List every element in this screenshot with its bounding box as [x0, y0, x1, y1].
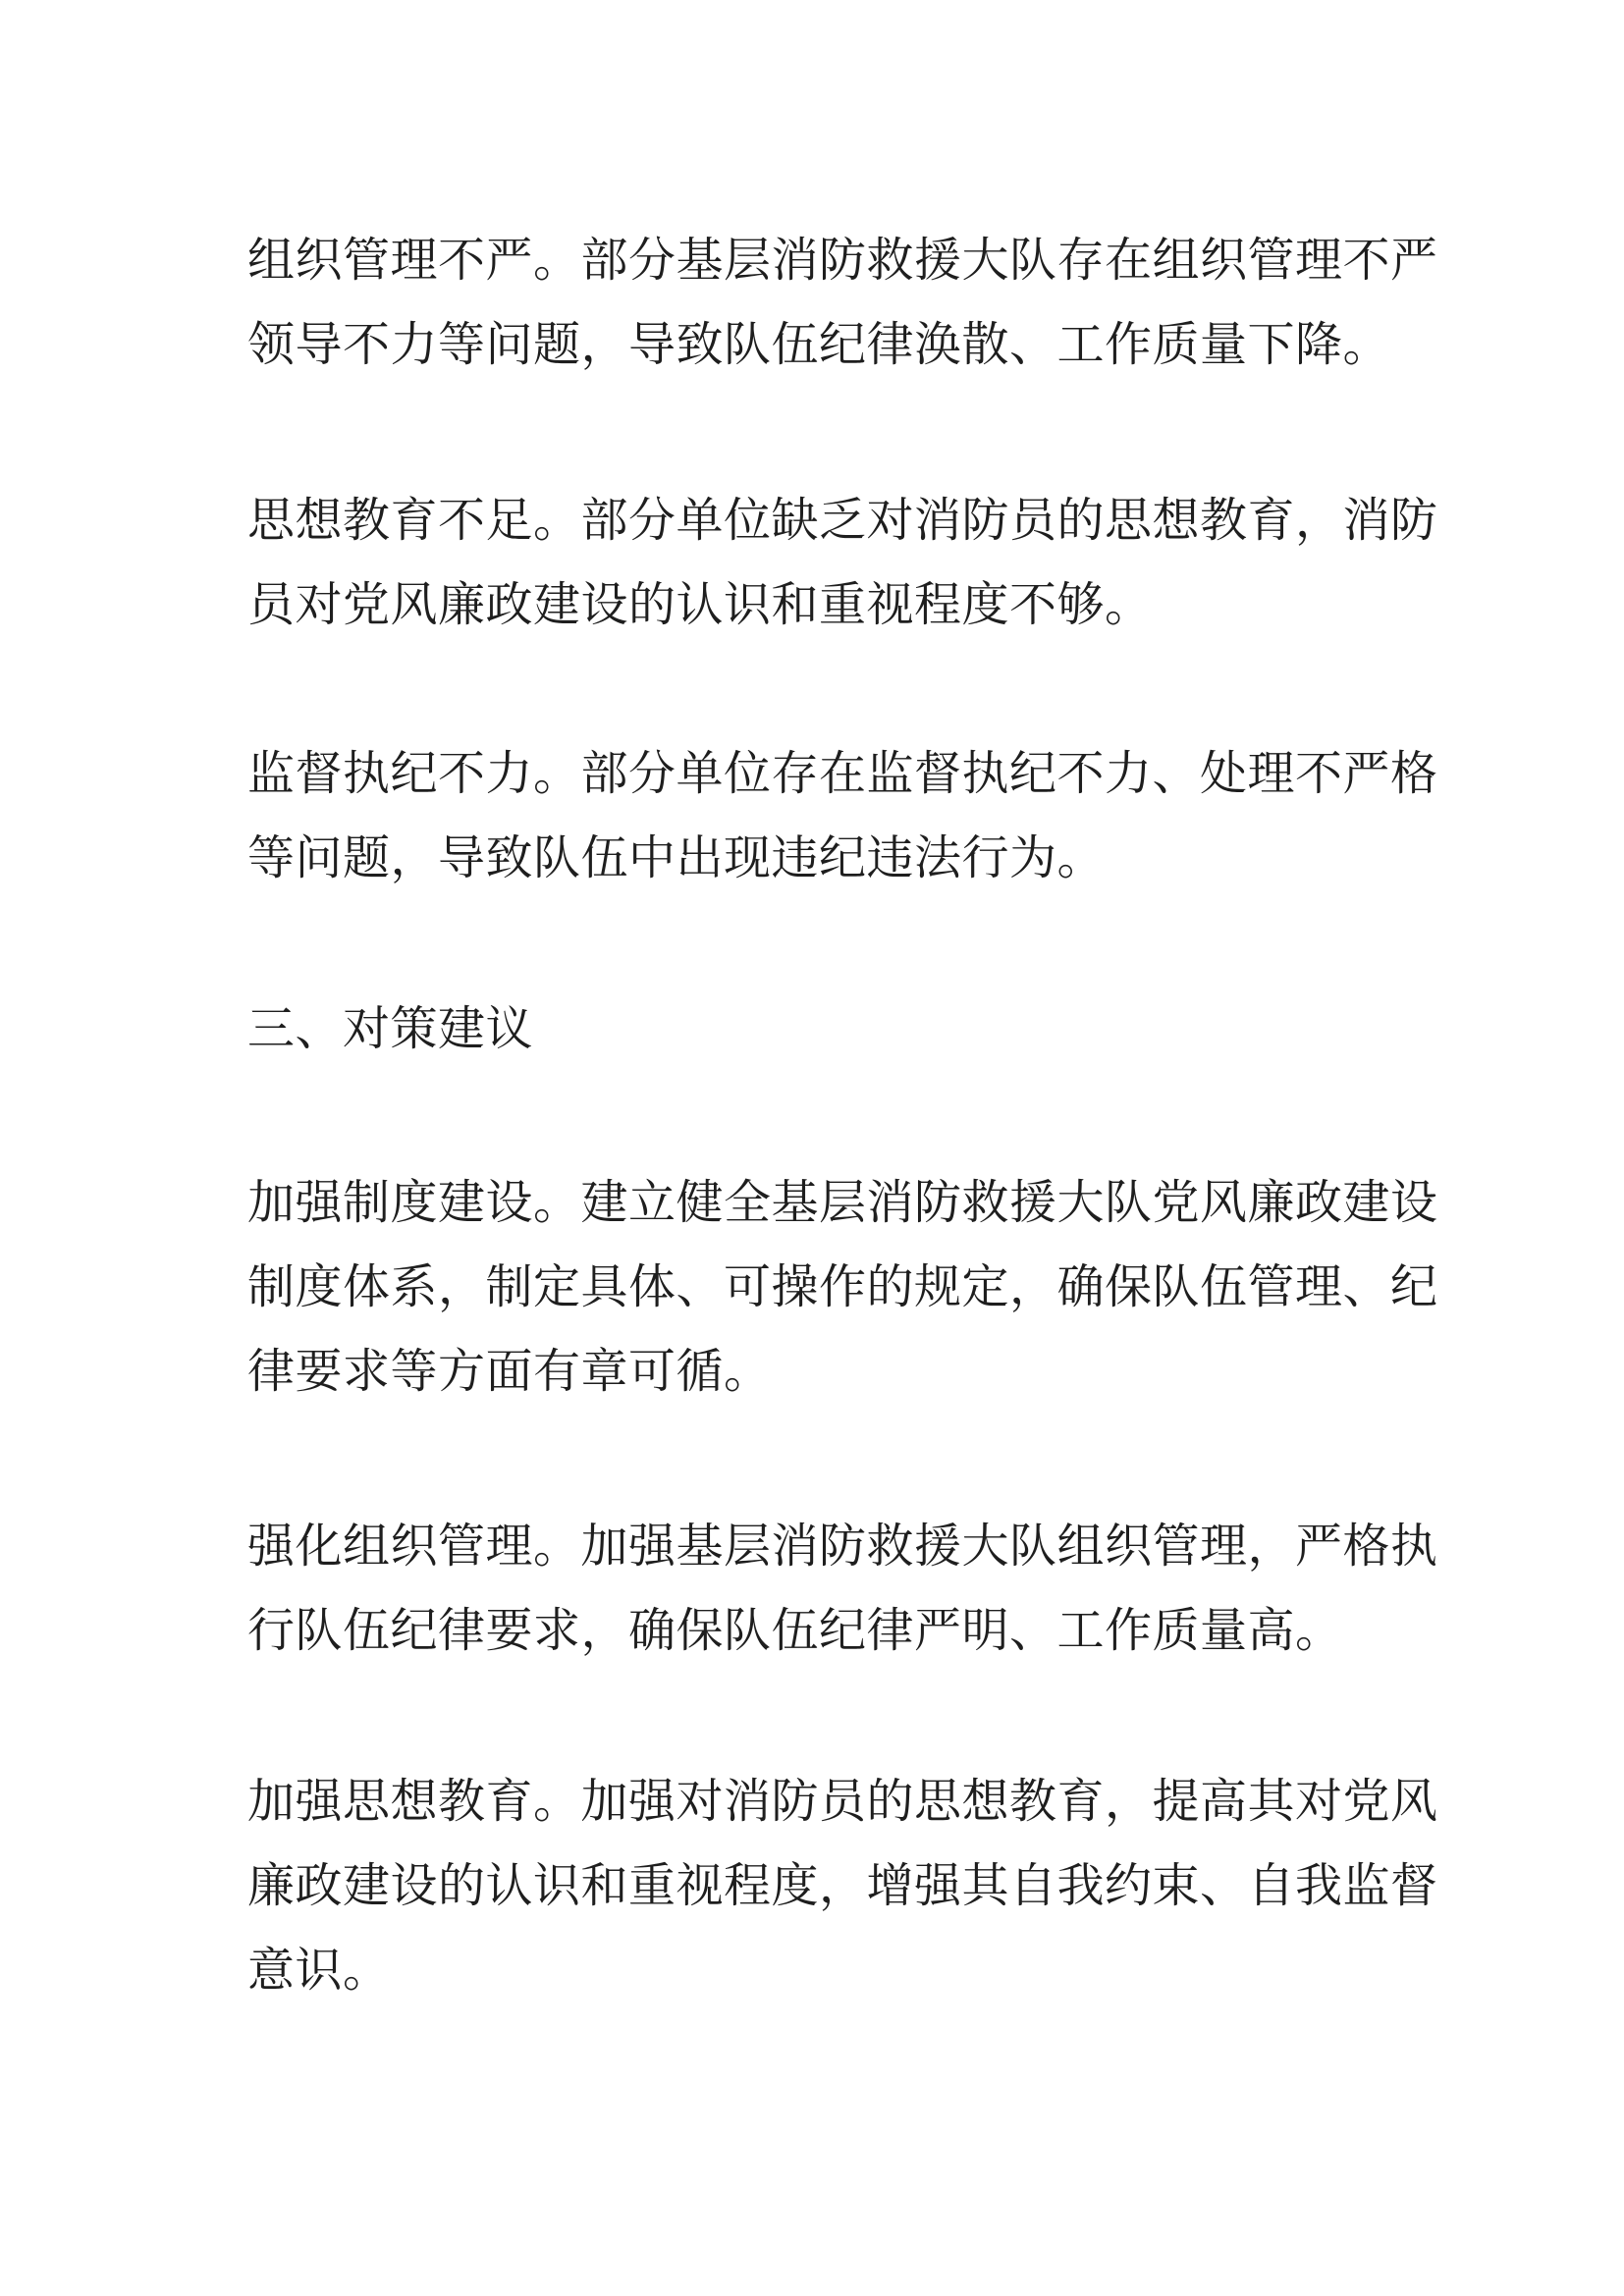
text-line: 加强思想教育。加强对消防员的思想教育，提高其对党风 [247, 1774, 1438, 1829]
text-line: 员对党风廉政建设的认识和重视程度不够。 [247, 577, 1153, 632]
paragraph-organization-management [247, 218, 1438, 387]
text-line: 制度体系，制定具体、可操作的规定，确保队伍管理、纪 [247, 1259, 1438, 1314]
section-heading [247, 987, 1396, 1071]
text-line: 领导不力等问题，导致队伍纪律涣散、工作质量下降。 [247, 317, 1391, 372]
paragraph-ideological-education [247, 478, 1438, 647]
section-heading-text: 三、对策建议 [247, 1001, 534, 1056]
text-line: 思想教育不足。部分单位缺乏对消防员的思想教育，消防 [247, 493, 1438, 548]
text-line: 组织管理不严。部分基层消防救援大队存在组织管理不严 [247, 233, 1438, 288]
text-line: 行队伍纪律要求，确保队伍纪律严明、工作质量高。 [247, 1603, 1343, 1658]
text-line: 强化组织管理。加强基层消防救援大队组织管理，严格执 [247, 1519, 1438, 1574]
paragraph-system-building [247, 1160, 1438, 1414]
text-line: 律要求等方面有章可循。 [247, 1344, 772, 1399]
text-line: 加强制度建设。建立健全基层消防救援大队党风廉政建设 [247, 1175, 1438, 1230]
text-line: 廉政建设的认识和重视程度，增强其自我约束、自我监督 [247, 1858, 1438, 1913]
paragraph-strengthen-organization [247, 1504, 1438, 1673]
text-line: 监督执纪不力。部分单位存在监督执纪不力、处理不严格 [247, 746, 1438, 801]
paragraph-supervision-discipline [247, 731, 1438, 900]
text-line: 等问题，导致队伍中出现违纪违法行为。 [247, 830, 1106, 885]
paragraph-strengthen-education [247, 1759, 1438, 2012]
text-line: 意识。 [247, 1943, 391, 1998]
